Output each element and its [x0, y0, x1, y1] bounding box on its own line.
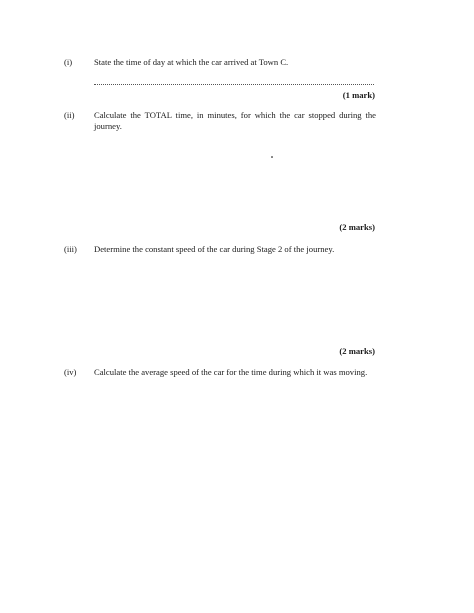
question-4-number: (iv) — [64, 367, 77, 377]
question-2-text: Calculate the TOTAL time, in minutes, for which the car stopped during the journey. — [94, 110, 376, 131]
question-1-marks: (1 mark) — [342, 90, 375, 100]
question-4-text: Calculate the average speed of the car for the time during which it was moving. — [94, 367, 368, 377]
question-2-number: (ii) — [64, 110, 75, 120]
question-1-number: (i) — [64, 57, 73, 67]
question-2-marks: (2 marks) — [339, 222, 375, 232]
answer-line — [94, 84, 374, 85]
question-3-number: (iii) — [64, 244, 77, 254]
scan-speck — [271, 156, 273, 158]
question-3-marks: (2 marks) — [339, 346, 375, 356]
question-1-text: State the time of day at which the car arrived at Town C. — [94, 57, 289, 67]
question-3-text: Determine the constant speed of the car during Stage 2 of the journey. — [94, 244, 335, 254]
